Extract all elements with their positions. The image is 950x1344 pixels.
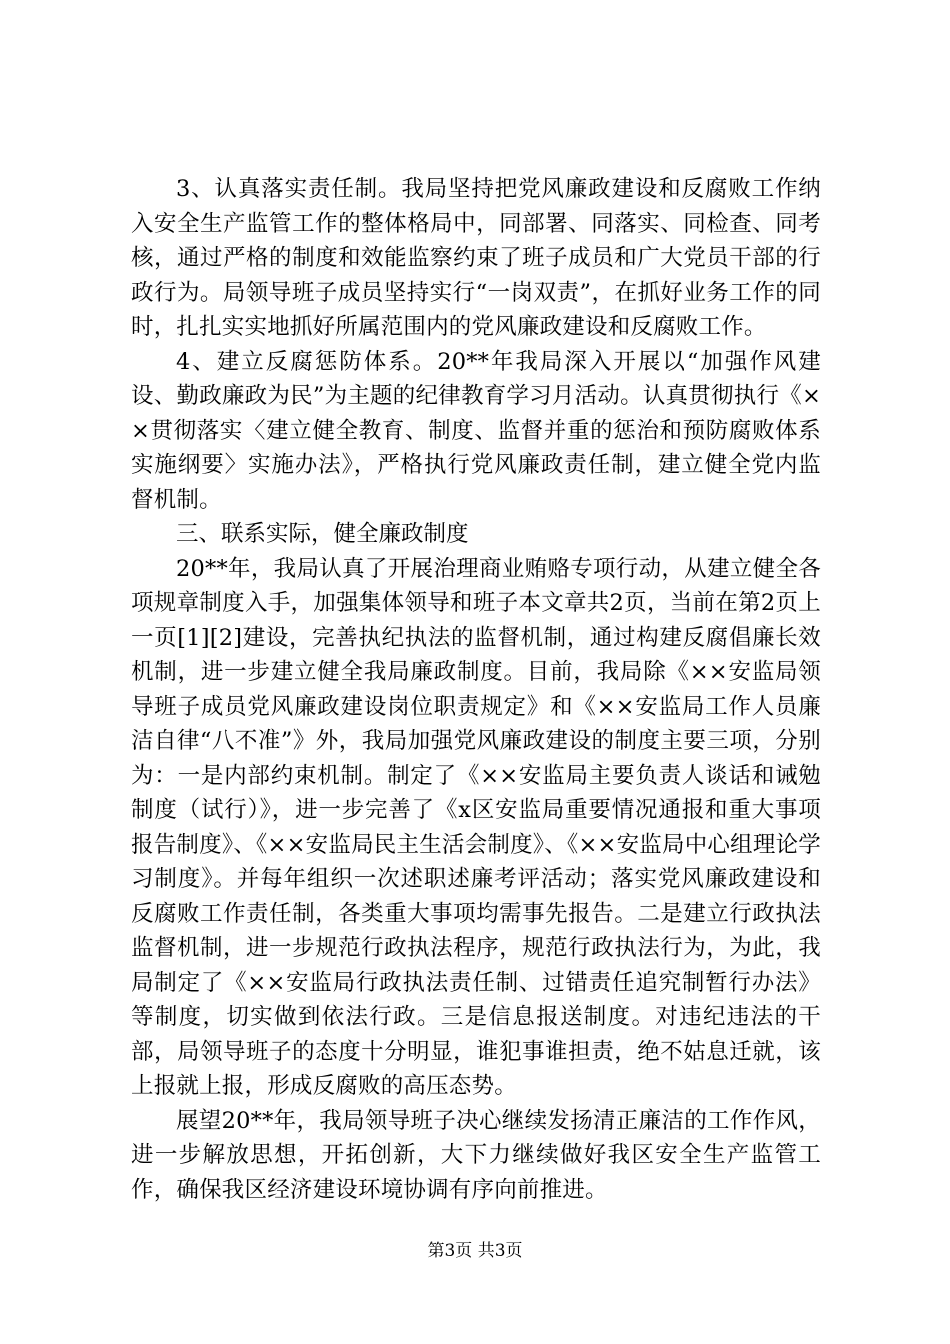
document-body xyxy=(131,172,821,1207)
section-heading: 三、联系实际，健全廉政制度 xyxy=(176,521,469,547)
paragraph-outlook: 展望20**年，我局领导班子决心继续发扬清正廉洁的工作作风，进一步解放思想，开拓创新，大下力继续做好我区安全生产监管工作，确保我区经济建设环境协调有序向前推进。 xyxy=(131,1107,821,1203)
paragraph-integrity-rules: 20**年，我局认真了开展治理商业贿赂专项行动，从建立健全各项规章制度入手，加强集体领导和班子本文章共2页，当前在第2页上一页[1][2]建设，完善执纪执法的监督机制，通过构建反腐倡廉长效机制，进一步建立健全我局廉政制度。目前，我局除《××安监局领导班子成员党风廉政建设岗位职责规定》和《××安监局工作人员廉洁自律“八不准”》外，我局加强党风廉政建设的制度主要三项，分别为：一是内部约束机制。制定了《××安监局主要负责人谈话和诫勉制度（试行）》，进一步完善了《x区安监局重要情况通报和重大事项报告制度》、《××安监局民主生活会制度》、《××安监局中心组理论学习制度》。并每年组织一次述职述廉考评活动；落实党风廉政建设和反腐败工作责任制，各类重大事项均需事先报告。二是建立行政执法监督机制，进一步规范行政执法程序，规范行政执法行为，为此，我局制定了《××安监局行政执法责任制、过错责任追究制暂行办法》等制度，切实做到依法行政。三是信息报送制度。对违纪违法的干部，局领导班子的态度十分明显，谁犯事谁担责，绝不姑息迁就，该上报就上报，形成反腐败的高压态势。 xyxy=(131,555,821,1099)
paragraph-anti-corruption-system: 4、建立反腐惩防体系。20**年我局深入开展以“加强作风建设、勤政廉政为民”为主题的纪律教育学习月活动。认真贯彻执行《××贯彻落实〈建立健全教育、制度、监督并重的惩治和预防腐败体系实施纲要〉实施办法》，严格执行党风廉政责任制，建立健全党内监督机制。 xyxy=(131,348,821,513)
page-footer: 第3页 共3页 xyxy=(427,1241,523,1261)
paragraph-responsibility-system: 3、认真落实责任制。我局坚持把党风廉政建设和反腐败工作纳入安全生产监管工作的整体格局中，同部署、同落实、同检查、同考核，通过严格的制度和效能监察约束了班子成员和广大党员干部的行政行为。局领导班子成员坚持实行“一岗双责”，在抓好业务工作的同时，扎扎实实地抓好所属范围内的党风廉政建设和反腐败工作。 xyxy=(131,176,821,340)
